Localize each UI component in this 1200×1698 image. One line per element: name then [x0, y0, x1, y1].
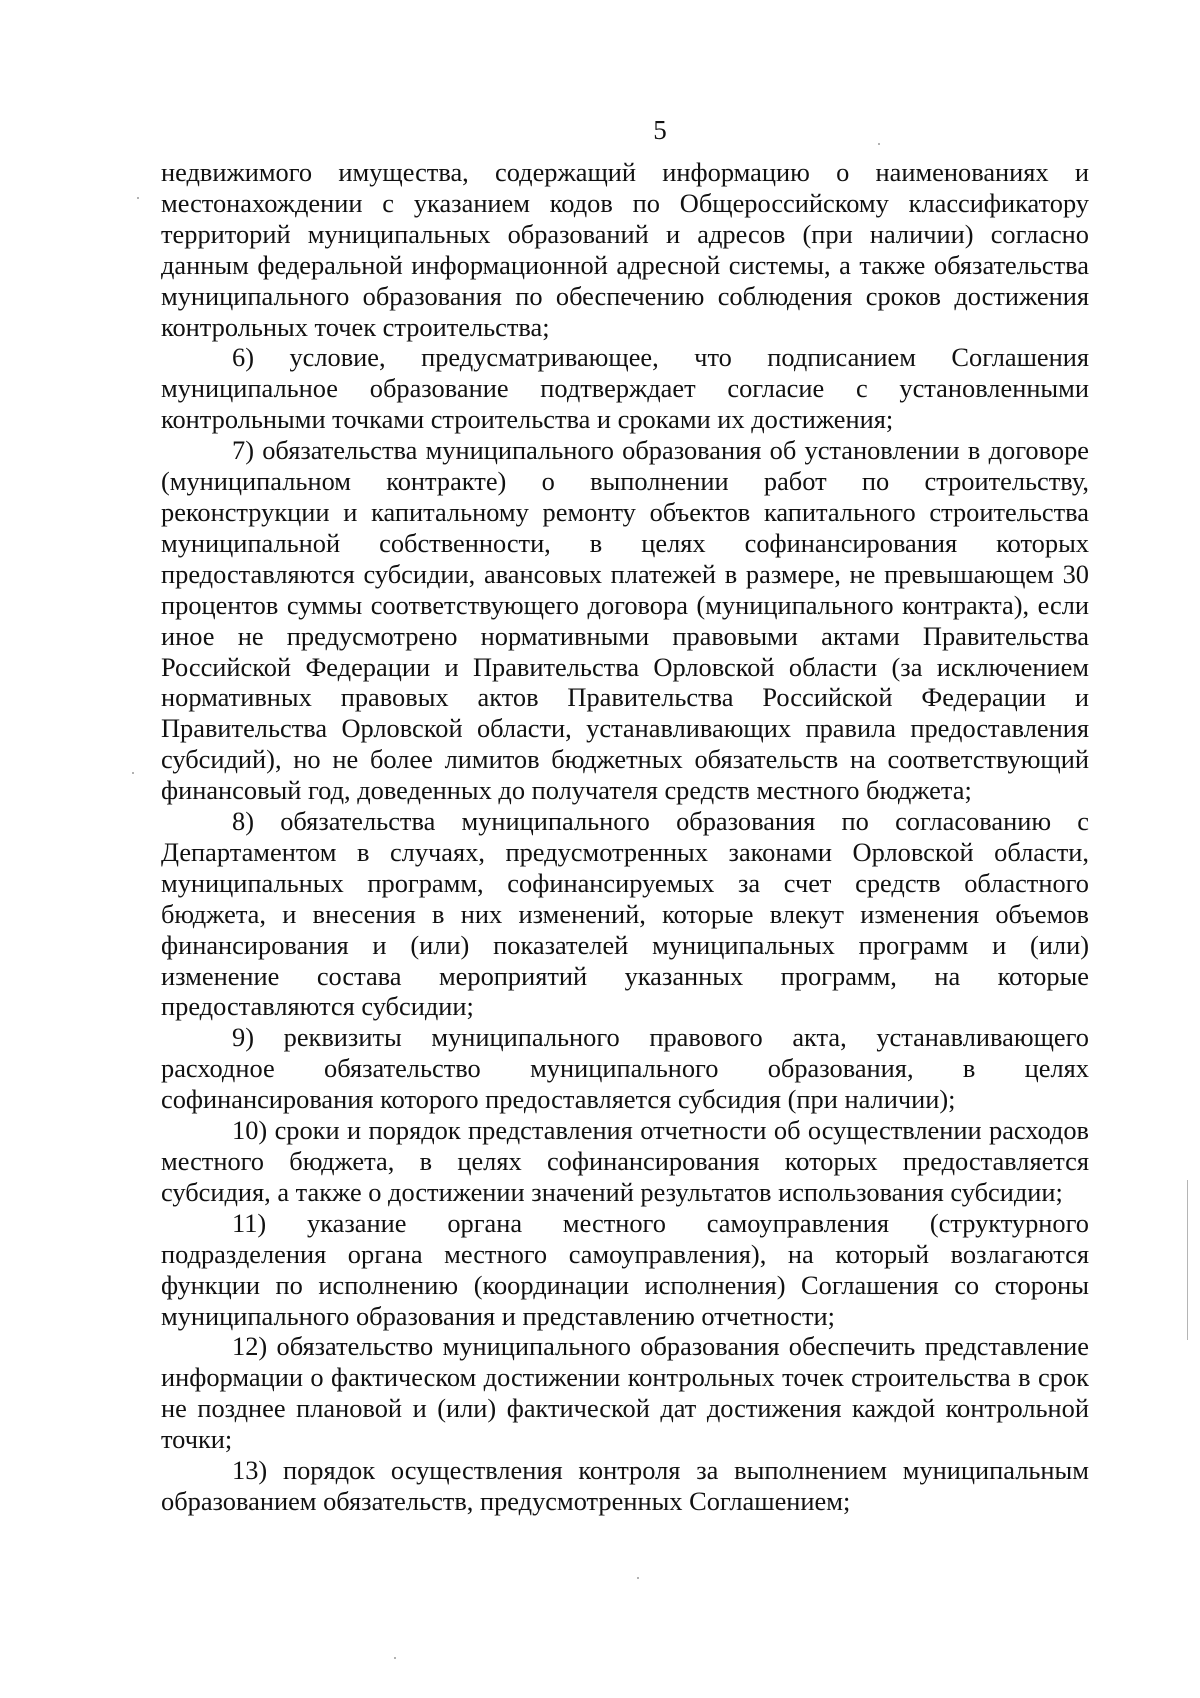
- paragraph-item-12: 12) обязательство муниципального образования обеспечить представление информации о фактическом достижении контрольных точек строительства в срок не позднее плановой и (или) фактической дат достижения каждой контрольной точки;: [161, 1331, 1089, 1455]
- scan-edge-line: [1187, 1180, 1188, 1340]
- paragraph-continuation: недвижимого имущества, содержащий информацию о наименованиях и местонахождении с указанием кодов по Общероссийскому классификатору территорий муниципальных образований и адресов (при наличии) согласно данным федеральной информационной адресной системы, а также обязательства муниципального образования по обеспечению соблюдения сроков достижения контрольных точек строительства;: [161, 157, 1089, 342]
- document-body: [161, 157, 1089, 1517]
- paragraph-item-11: 11) указание органа местного самоуправления (структурного подразделения органа местного самоуправления), на который возлагаются функции по исполнению (координации исполнения) Соглашения со стороны муниципального образования и представлению отчетности;: [161, 1207, 1089, 1331]
- scan-speck: [394, 1657, 396, 1659]
- scan-speck: [878, 143, 880, 145]
- scan-speck: [637, 1577, 639, 1579]
- paragraph-item-13: 13) порядок осуществления контроля за выполнением муниципальным образованием обязательств, предусмотренных Соглашением;: [161, 1455, 1089, 1516]
- paragraph-item-8: 8) обязательства муниципального образования по согласованию с Департаментом в случаях, предусмотренных законами Орловской области, муниципальных программ, софинансируемых за счет средств областного бюджета, и внесения в них изменений, которые влекут изменения объемов финансирования и (или) показателей муниципальных программ и (или) изменение состава мероприятий указанных программ, на которые предоставляются субсидии;: [161, 806, 1089, 1022]
- paragraph-item-7: 7) обязательства муниципального образования об установлении в договоре (муниципальном контракте) о выполнении работ по строительству, реконструкции и капитальному ремонту объектов капитального строительства муниципальной собственности, в целях софинансирования которых предоставляются субсидии, авансовых платежей в размере, не превышающем 30 процентов суммы соответствующего договора (муниципального контракта), если иное не предусмотрено нормативными правовыми актами Правительства Российской Федерации и Правительства Орловской области (за исключением нормативных правовых актов Правительства Российской Федерации и Правительства Орловской области, устанавливающих правила предоставления субсидий), но не более лимитов бюджетных обязательств на соответствующий финансовый год, доведенных до получателя средств местного бюджета;: [161, 435, 1089, 806]
- paragraph-item-6: 6) условие, предусматривающее, что подписанием Соглашения муниципальное образование подтверждает согласие с установленными контрольными точками строительства и сроками их достижения;: [161, 342, 1089, 435]
- paragraph-item-9: 9) реквизиты муниципального правового акта, устанавливающего расходное обязательство муниципального образования, в целях софинансирования которого предоставляется субсидия (при наличии);: [161, 1022, 1089, 1115]
- scan-speck: [132, 772, 134, 774]
- page-number: 5: [653, 115, 667, 145]
- paragraph-item-10: 10) сроки и порядок представления отчетности об осуществлении расходов местного бюджета, в целях софинансирования которых предоставляется субсидия, а также о достижении значений результатов использования субсидии;: [161, 1115, 1089, 1207]
- scan-speck: [137, 197, 139, 199]
